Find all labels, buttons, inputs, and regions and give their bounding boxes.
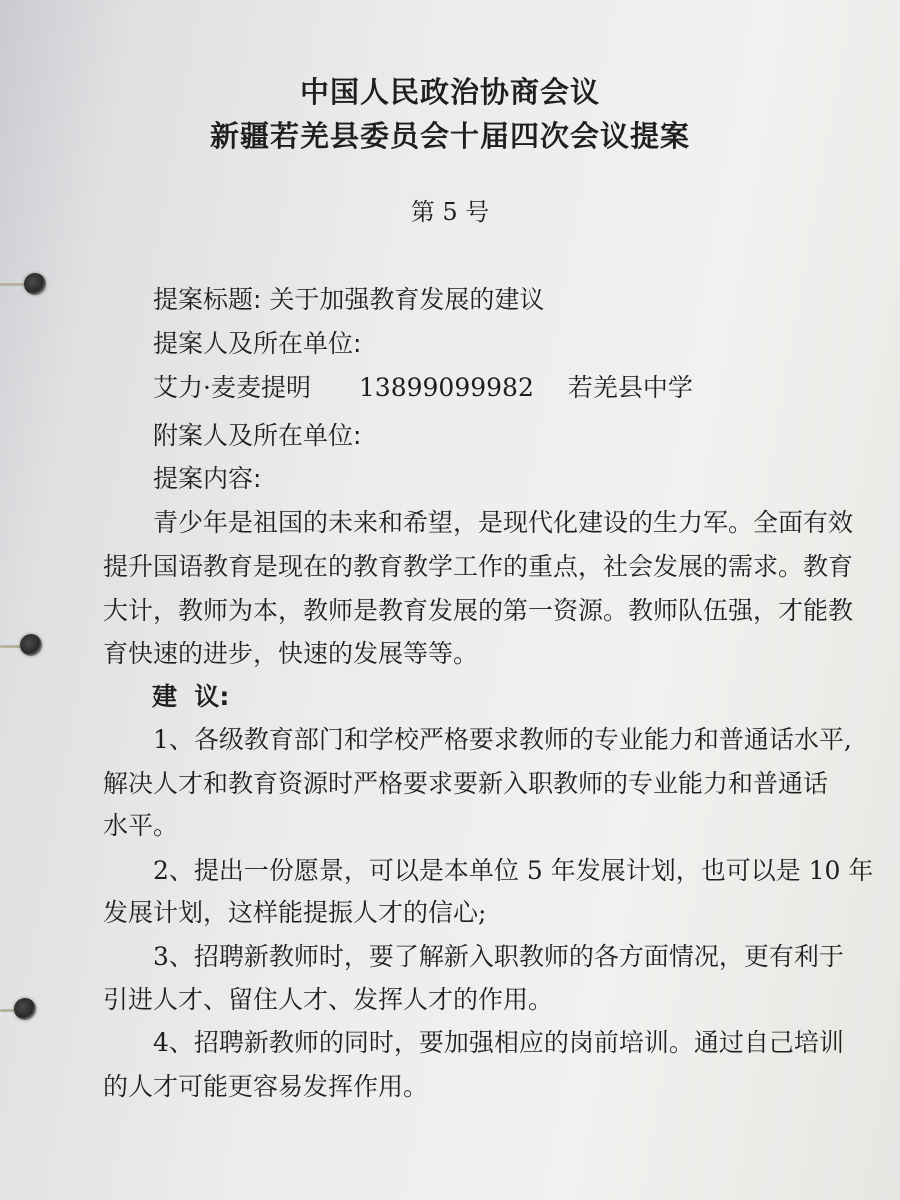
title-value: 关于加强教育发展的建议 — [269, 285, 545, 314]
cosigner-label: 附案人及所在单位: — [153, 421, 362, 450]
suggestion-item-line: 4、招聘新教师的同时，要加强相应的岗前培训。通过自己培训 — [153, 1028, 844, 1057]
suggestion-item-line: 2、提出一份愿景，可以是本单位 5 年发展计划，也可以是 10 年 — [153, 856, 874, 885]
suggestion-item-line: 解决人才和教育资源时严格要求要新入职教师的专业能力和普通话 — [103, 769, 829, 798]
suggestion-heading: 建 议: — [152, 682, 230, 711]
proposer-unit: 若羌县中学 — [567, 373, 693, 402]
binding-hole-middle — [20, 634, 42, 656]
binding-hole-bottom — [14, 998, 36, 1020]
binding-hole-top — [24, 273, 46, 295]
document-title-line2: 新疆若羌县委员会十届四次会议提案 — [209, 119, 690, 153]
proposer-label: 提案人及所在单位: — [153, 329, 362, 358]
intro-line: 大计，教师为本，教师是教育发展的第一资源。教师队伍强，才能教 — [103, 596, 854, 625]
proposal-number: 第 5 号 — [410, 198, 490, 226]
proposer-field — [153, 324, 361, 360]
document-title-line1: 中国人民政治协商会议 — [299, 75, 600, 109]
content-field — [153, 459, 261, 495]
suggestion-item-line: 发展计划，这样能提振人才的信心; — [103, 898, 487, 927]
suggestion-item-line: 3、招聘新教师时，要了解新入职教师的各方面情况，更有利于 — [153, 942, 844, 971]
content-label: 提案内容: — [153, 464, 262, 493]
intro-line: 提升国语教育是现在的教育教学工作的重点，社会发展的需求。教育 — [103, 552, 854, 581]
suggestion-item-line: 水平。 — [103, 811, 179, 840]
proposer-phone: 13899099982 — [358, 373, 534, 402]
title-field — [153, 280, 544, 316]
intro-line: 育快速的进步，快速的发展等等。 — [103, 639, 479, 668]
proposer-name: 艾力·麦麦提明 — [153, 373, 311, 402]
proposer-info — [153, 368, 693, 404]
suggestion-item-line: 1、各级教育部门和学校严格要求教师的专业能力和普通话水平, — [153, 725, 852, 754]
cosigner-field — [153, 416, 361, 452]
intro-line: 青少年是祖国的未来和希望，是现代化建设的生力军。全面有效 — [153, 508, 854, 537]
suggestion-item-line: 的人才可能更容易发挥作用。 — [103, 1072, 429, 1101]
title-label: 提案标题: — [153, 285, 262, 314]
suggestion-item-line: 引进人才、留住人才、发挥人才的作用。 — [103, 985, 554, 1014]
